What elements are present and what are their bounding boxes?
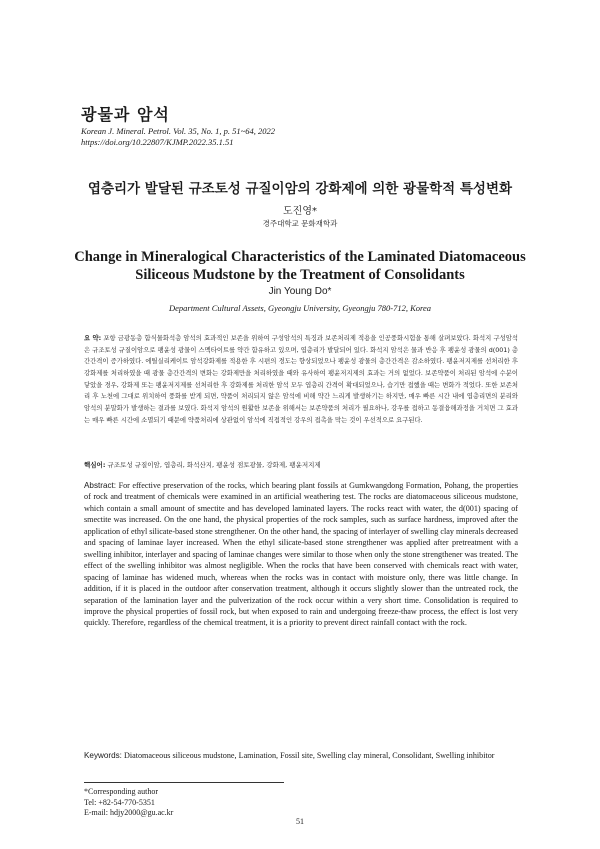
english-keywords-label: Keywords: (84, 751, 122, 760)
korean-keywords (84, 460, 518, 471)
english-title (60, 248, 540, 284)
english-title-line: Siliceous Mudstone by the Treatment of Consolidants (135, 267, 465, 283)
korean-keywords-text: 규조토성 규질이암, 엽층리, 화석산지, 팽윤성 점토광물, 강화제, 팽윤저지제 (107, 461, 321, 469)
page-number: 51 (296, 817, 304, 826)
english-affiliation: Department Cultural Assets, Gyeongju University, Gyeongju 780-712, Korea (168, 303, 432, 313)
english-title-line: Change in Mineralogical Characteristics of the Laminated Diatomaceous (74, 249, 526, 265)
english-abstract (84, 480, 518, 629)
citation-line: Korean J. Mineral. Petrol. Vol. 35, No. 1, p. 51~64, 2022 (81, 126, 276, 136)
citation-block (81, 126, 275, 148)
korean-author: 도진영* (283, 206, 317, 217)
english-keywords-text: Diatomaceous siliceous mudstone, Lamination, Fossil site, Swelling clay mineral, Consolidant, Swelling inhibitor (123, 751, 495, 760)
corresponding-author-note: *Corresponding author (84, 787, 158, 796)
footnotes (84, 787, 173, 819)
korean-keywords-label: 핵심어: (84, 461, 106, 469)
journal-name: 광물과 암석 (81, 105, 170, 124)
email[interactable]: E-mail: hdjy2000@gu.ac.kr (84, 808, 174, 817)
footnote-divider (84, 782, 284, 783)
telephone: Tel: +82-54-770-5351 (84, 797, 155, 807)
korean-title: 엽층리가 발달된 규조토성 규질이암의 강화제에 의한 광물학적 특성변화 (87, 181, 513, 197)
korean-abstract-text: 포항 금광동층 함식물화석층 암석의 효과적인 보존을 위하여 구성암석의 특징과 보존처리제 적용을 인공풍화시험을 통해 살펴보았다. 화석지 구성암석은 규조토성 규질이암으로 팽윤성 광물이 스멕타이트를 약간 함유하고 있으며, 엽층리가 발달되어 있다. 화석지 암석은 물과 반응 후 팽윤성 광물의 d(001) 층간간격이 증가하였다. 에틸실리케이트 암석강화제를 적용한 후 시편의 경도는 향상되었으나 팽윤성 광물의 층간간격은 감소하였다. 팽윤저지제를 선처리한 후 강화제를 처리하였을 때 광물 층간간격의 변화는 강화제만을 처리하였을 때와 유사하여 팽윤저지제의 효과는 거의 없었다. 보존약품이 처리된 암석에 수분이 닿았을 경우, 강화제 또는 팽윤저지제를 선처리한 후 강화제를 처리한 암석 모두 엽층리 간격이 확대되었으나, 습기만 접했을 때는 변화가 적었다. 또한 보존처리 후 노천에 그대로 위치하여 풍화를 받게 되면, 약품이 처리되지 않은 암석에 비해 약간 느리게 발생하기는 하지만, 매우 빠른 시간 내에 엽층리면의 분리와 암석의 분말화가 발생하는 결과를 보였다. 화석지 암석의 원활한 보존을 위해서는 보존약품의 처리가 필요하나, 강우를 접하고 동결융해과정을 거치면 그 효과는 매우 빠른 시간에 소멸되기 때문에 약품처리에 상관없이 암석에 직접적인 강우의 접촉을 막는 것이 우선적으로 요구된다. (84, 335, 518, 424)
english-author: Jin Young Do* (268, 286, 332, 297)
korean-abstract (84, 333, 518, 426)
english-abstract-text: For effective preservation of the rocks, which bearing plant fossils at Gumkwangdong Formation, Pohang, the properties of rock and treatment of chemicals were examined in an artificial weathering test. The rocks are diatomaceous siliceous mudstone, which contain a small amount of smectite and has developed laminated layers. The rocks react with water, the d(001) spacing of smectite was increased. On the one hand, the physical properties of the rock samples, such as surface hardness, improved after the application of ethyl silicate-based stone strengthener. On the other hand, the spacing of interlayer of swelling clay minerals decreased and spacing of laminae layer increased. When the ethyl silicate-based stone strengthener was applied after pretreatment with a swelling inhibitor, interlayer and spacing of laminae changes were similar to those when only the stone strengthener was treated. The effect of the swelling inhibitor was almost negligible. When the rocks that have been conserved with chemicals react with water, spacing of laminae has widened much, whereas when the rocks was in contact with moisture only, there was little change. In addition, if it is placed in the outdoor after conservation treatment, although it occurs slightly slower than the untreated rock, the separation of the lamination layer and the pulverization of the rock occur within a very short time. Consolidation is required to improve the physical properties of fossil rock, but when exposed to rain and undergoing freeze-thaw process, the effect is lost very quickly. Therefore, regardless of the chemical treatment, it is a priority to prevent direct rainfall contact with the rock. (84, 481, 519, 628)
korean-affiliation: 경주대학교 문화재학과 (262, 219, 338, 228)
doi-link[interactable]: https://doi.org/10.22807/KJMP.2022.35.1.51 (81, 137, 234, 147)
korean-abstract-label: 요 약: (84, 335, 102, 342)
english-keywords (84, 750, 518, 761)
english-abstract-label: Abstract: (84, 481, 117, 490)
